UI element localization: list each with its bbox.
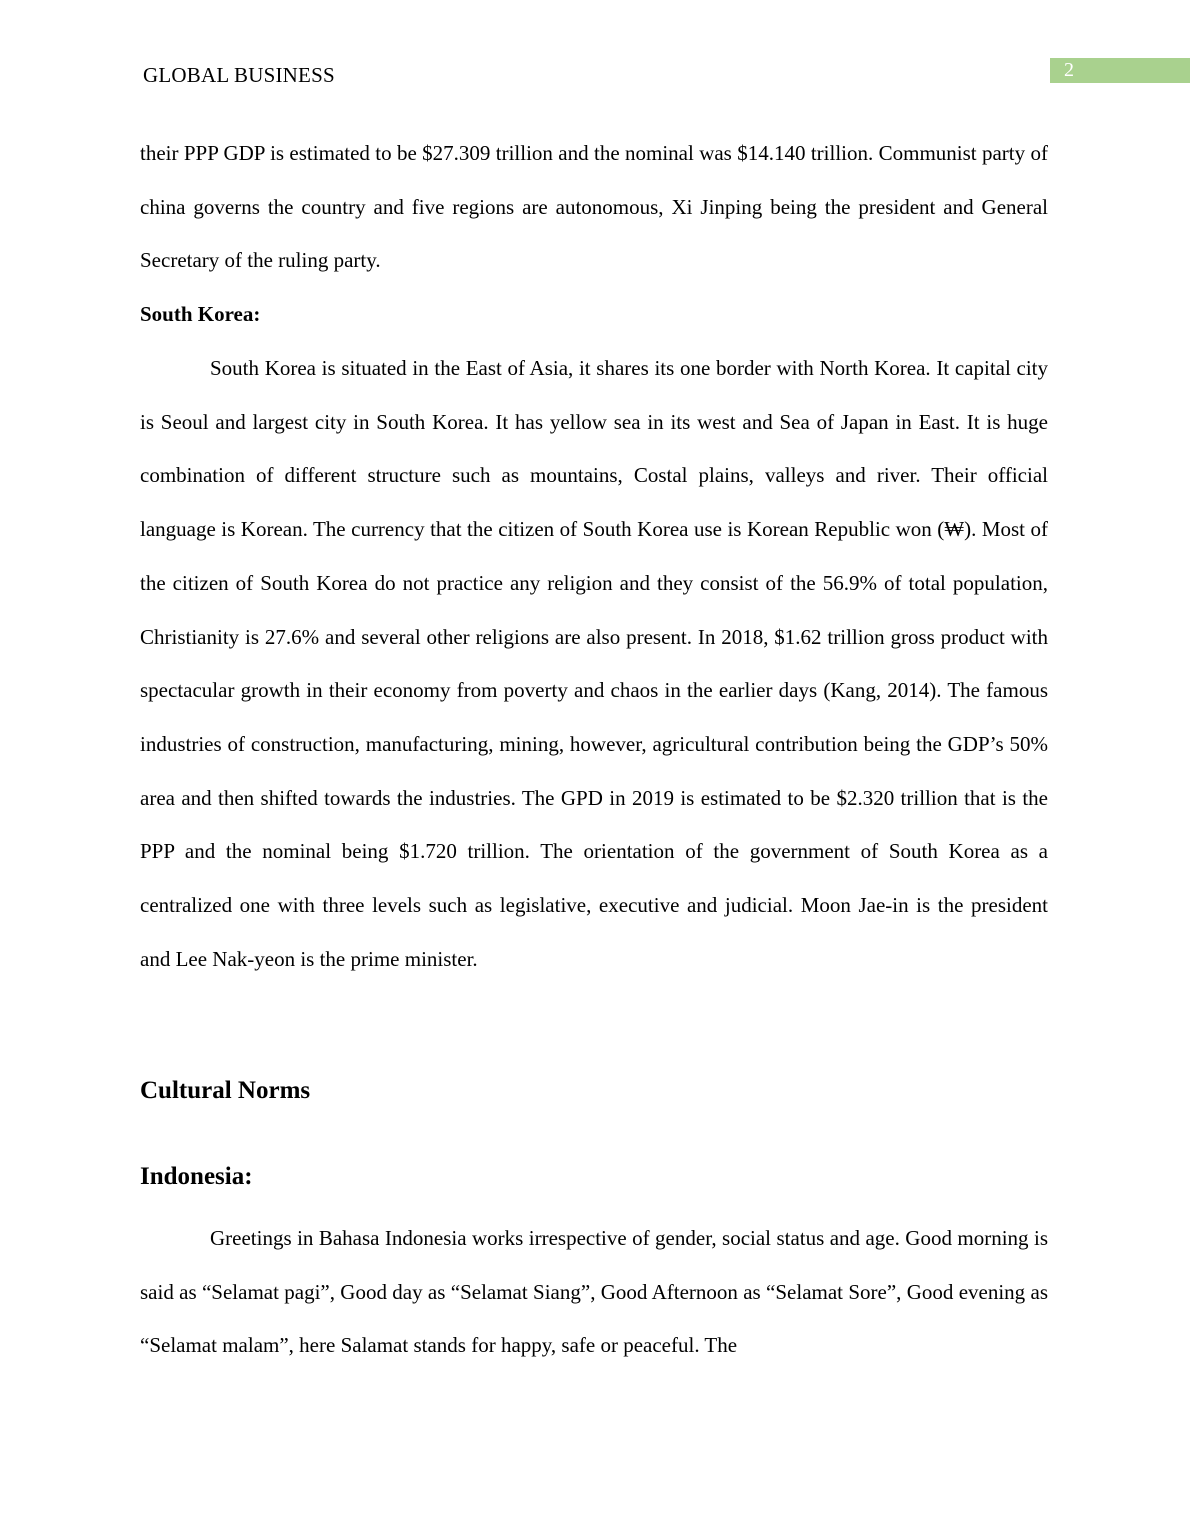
- paragraph-china-continued: their PPP GDP is estimated to be $27.309 trillion and the nominal was $14.140 trillion. Communist party of china governs the country and five regions are autonomous, Xi Jinping being the president and General Secretary of the ruling party.: [140, 141, 1048, 273]
- paragraph-indonesia: Greetings in Bahasa Indonesia works irrespective of gender, social status and age. Good morning is said as “Selamat pagi”, Good day as “Selamat Siang”, Good Afternoon as “Selamat Sore”, Good evening as “Selamat malam”, here Salamat stands for happy, safe or peaceful. The: [140, 1226, 1048, 1358]
- page-number: 2: [1064, 59, 1074, 81]
- heading-cultural-norms: Cultural Norms: [140, 1077, 311, 1104]
- section-heading-south-korea: South Korea:: [140, 302, 261, 326]
- heading-indonesia: Indonesia:: [140, 1163, 253, 1190]
- running-head: GLOBAL BUSINESS: [143, 63, 335, 87]
- page-number-badge: [1050, 58, 1190, 83]
- paragraph-south-korea: South Korea is situated in the East of Asia, it shares its one border with North Korea. It capital city is Seoul and largest city in South Korea. It has yellow sea in its west and Sea of Japan in East. It is huge combination of different structure such as mountains, Costal plains, valleys and river. Their official language is Korean. The currency that the citizen of South Korea use is Korean Republic won (₩). Most of the citizen of South Korea do not practice any religion and they consist of the 56.9% of total population, Christianity is 27.6% and several other religions are also present. In 2018, $1.62 trillion gross product with spectacular growth in their economy from poverty and chaos in the earlier days (Kang, 2014). The famous industries of construction, manufacturing, mining, however, agricultural contribution being the GDP’s 50% area and then shifted towards the industries. The GPD in 2019 is estimated to be $2.320 trillion that is the PPP and the nominal being $1.720 trillion. The orientation of the government of South Korea as a centralized one with three levels such as legislative, executive and judicial. Moon Jae-in is the president and Lee Nak-yeon is the prime minister.: [140, 356, 1048, 971]
